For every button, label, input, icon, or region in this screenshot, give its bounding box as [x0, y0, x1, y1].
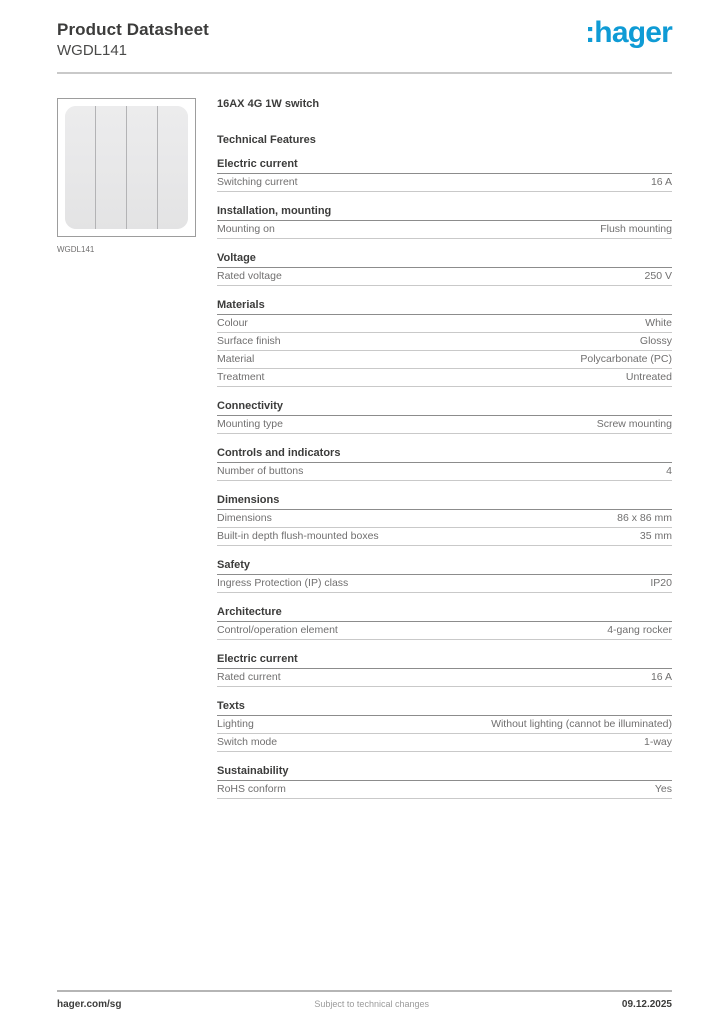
spec-label: Switching current: [217, 176, 298, 188]
spec-row: [217, 416, 672, 434]
image-caption: WGDL141: [57, 245, 95, 254]
section-heading: Materials: [217, 299, 672, 315]
spec-label: Colour: [217, 317, 248, 329]
rocker-1: [65, 106, 95, 229]
spec-label: Treatment: [217, 371, 265, 383]
spec-section: [217, 400, 672, 434]
spec-row: [217, 716, 672, 734]
product-title: 16AX 4G 1W switch: [217, 98, 320, 110]
header-title-block: [57, 20, 209, 59]
spec-row: [217, 221, 672, 239]
spec-label: Built-in depth flush-mounted boxes: [217, 530, 379, 542]
spec-value: 250 V: [644, 270, 672, 282]
section-heading: Electric current: [217, 653, 672, 669]
section-heading: Voltage: [217, 252, 672, 268]
section-heading: Electric current: [217, 158, 672, 174]
spec-value: Polycarbonate (PC): [580, 353, 672, 365]
spec-section: [217, 494, 672, 546]
product-image: [57, 98, 196, 237]
spec-value: Untreated: [625, 371, 672, 383]
footer-date: 09.12.2025: [621, 999, 672, 1010]
rocker-4: [157, 106, 188, 229]
spec-label: Dimensions: [217, 512, 272, 524]
spec-row: [217, 575, 672, 593]
spec-value: Screw mounting: [596, 418, 672, 430]
section-heading: Sustainability: [217, 765, 672, 781]
product-image-column: [57, 98, 217, 799]
rocker-2: [95, 106, 126, 229]
spec-section: [217, 559, 672, 593]
spec-row: [217, 734, 672, 752]
section-heading: Installation, mounting: [217, 205, 672, 221]
spec-row: [217, 510, 672, 528]
spec-label: RoHS conform: [217, 783, 286, 795]
spec-section: [217, 252, 672, 286]
spec-value: 1-way: [643, 736, 672, 748]
technical-features-heading: Technical Features: [217, 134, 316, 146]
spec-value: Glossy: [639, 335, 672, 347]
spec-row: [217, 315, 672, 333]
spec-value: Yes: [654, 783, 672, 795]
spec-label: Rated current: [217, 671, 281, 683]
spec-value: White: [645, 317, 672, 329]
rocker-3: [126, 106, 157, 229]
spec-row: [217, 268, 672, 286]
spec-section: [217, 205, 672, 239]
spec-value: 4-gang rocker: [607, 624, 672, 636]
footer-website: hager.com/sg: [57, 999, 122, 1010]
spec-label: Rated voltage: [217, 270, 282, 282]
switch-plate-illustration: [65, 106, 188, 229]
spec-section: [217, 700, 672, 752]
spec-label: Material: [217, 353, 255, 365]
section-heading: Dimensions: [217, 494, 672, 510]
spec-label: Lighting: [217, 718, 254, 730]
section-heading: Connectivity: [217, 400, 672, 416]
main-area: [57, 98, 672, 799]
footer-disclaimer: Subject to technical changes: [314, 999, 429, 1009]
spec-value: 86 x 86 mm: [617, 512, 672, 524]
spec-column: [217, 98, 672, 799]
spec-section: [217, 447, 672, 481]
spec-row: [217, 174, 672, 192]
product-reference: WGDL141: [57, 42, 128, 59]
spec-row: [217, 333, 672, 351]
page-title: Product Datasheet: [57, 20, 209, 39]
spec-section: [217, 299, 672, 387]
spec-row: [217, 528, 672, 546]
spec-label: Mounting on: [217, 223, 275, 235]
page-footer: [57, 990, 672, 1010]
spec-label: Mounting type: [217, 418, 283, 430]
spec-label: Switch mode: [217, 736, 278, 748]
spec-sections: [217, 158, 672, 799]
spec-value: 35 mm: [639, 530, 672, 542]
spec-value: 4: [666, 465, 672, 477]
spec-row: [217, 781, 672, 799]
section-heading: Safety: [217, 559, 672, 575]
spec-value: 16 A: [650, 671, 672, 683]
footer-divider: [57, 990, 672, 992]
spec-section: [217, 158, 672, 192]
spec-row: [217, 669, 672, 687]
hager-logo: :hager: [585, 16, 672, 49]
spec-section: [217, 606, 672, 640]
section-heading: Architecture: [217, 606, 672, 622]
spec-value: 16 A: [650, 176, 672, 188]
page-header: [57, 16, 672, 59]
spec-row: [217, 351, 672, 369]
spec-value: IP20: [650, 577, 672, 589]
spec-value: Without lighting (cannot be illuminated): [491, 718, 672, 730]
section-heading: Controls and indicators: [217, 447, 672, 463]
spec-row: [217, 463, 672, 481]
section-heading: Texts: [217, 700, 672, 716]
spec-label: Ingress Protection (IP) class: [217, 577, 349, 589]
spec-label: Surface finish: [217, 335, 281, 347]
spec-label: Number of buttons: [217, 465, 304, 477]
header-divider: [57, 72, 672, 74]
spec-section: [217, 765, 672, 799]
spec-value: Flush mounting: [600, 223, 672, 235]
spec-row: [217, 622, 672, 640]
spec-section: [217, 653, 672, 687]
spec-row: [217, 369, 672, 387]
spec-label: Control/operation element: [217, 624, 338, 636]
